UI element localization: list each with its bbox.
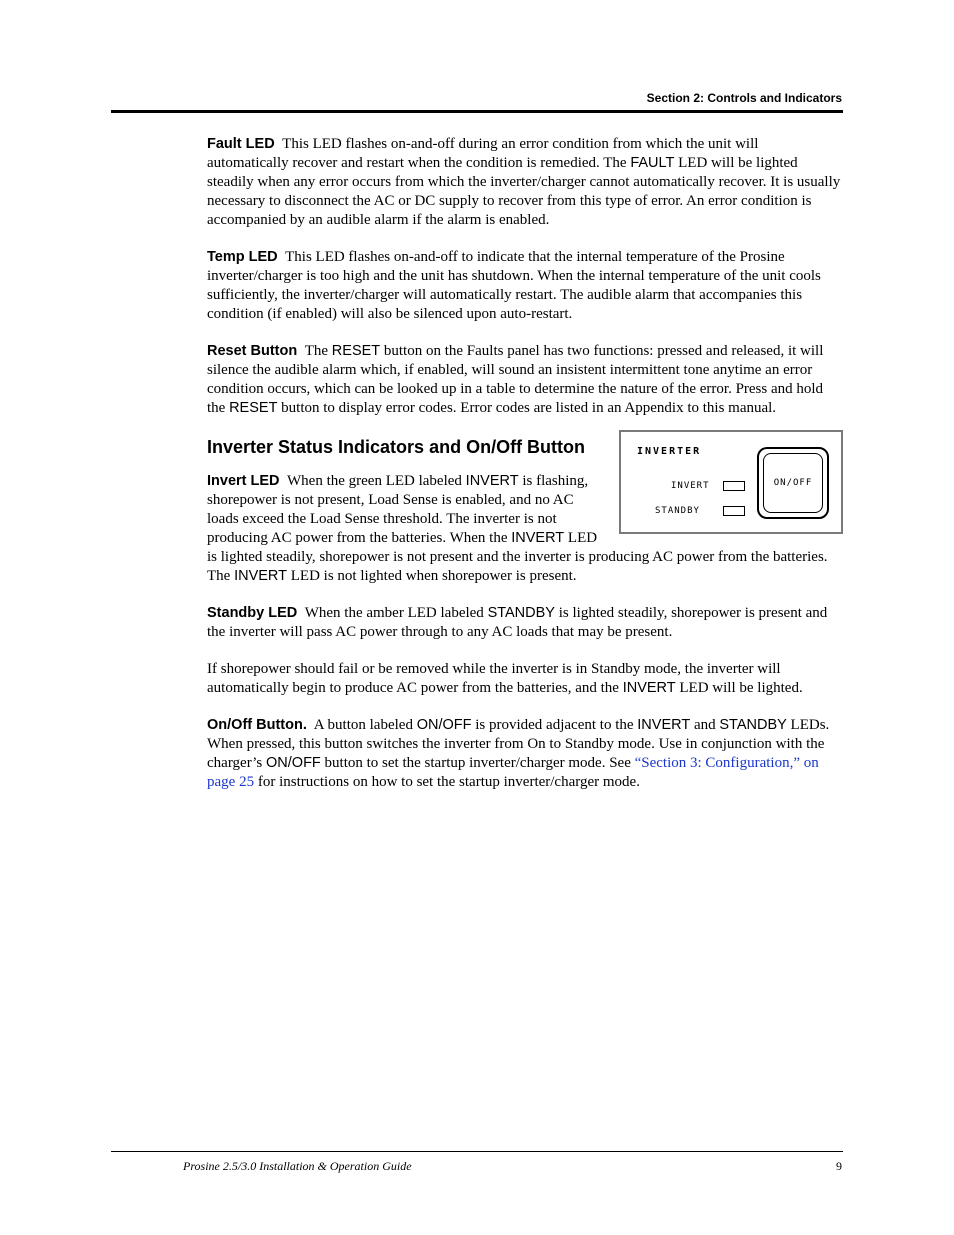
onoff-keyword-3: STANDBY xyxy=(719,717,787,733)
invert-label: INVERT xyxy=(671,481,710,491)
onoff-text-3: and xyxy=(690,717,720,733)
onoff-text-4: LEDs. When pressed, this button switches the inverter from On to Standby mode. Use in conjunction with the charger’s xyxy=(207,717,830,771)
invert-keyword-3: INVERT xyxy=(234,568,287,584)
temp-text-1: This LED flashes on-and-off to indicate that the internal temperature of the Prosine inverter/charger is too high and the unit has shutdown. When the internal temperature of the unit cools sufficiently, the inverter/charger will automatically restart. The audible alarm that accompanies this condition (if enabled) will also be silenced upon auto-restart. xyxy=(207,249,821,322)
section-3-link[interactable]: “Section 3: Configuration,” on page 25 xyxy=(207,755,819,790)
fault-text-1: This LED flashes on-and-off during an error condition from which the unit will automatically recover and restart when the condition is remedied. The xyxy=(207,136,759,171)
temp-led-heading: Temp LED xyxy=(207,249,278,265)
reset-keyword-1: RESET xyxy=(331,343,381,359)
on-off-button-label: ON/OFF xyxy=(763,453,823,513)
on-off-button-paragraph xyxy=(207,716,843,792)
invert-text-4: LED is not lighted when shorepower is present. xyxy=(287,568,577,584)
shorepower-text-2: LED will be lighted. xyxy=(675,680,803,696)
standby-text-1: When the amber LED labeled xyxy=(304,605,488,621)
shorepower-paragraph xyxy=(207,660,843,698)
header-rule xyxy=(111,110,843,113)
onoff-text-5: button to set the startup inverter/charger mode. See xyxy=(320,755,635,771)
shorepower-keyword: INVERT xyxy=(622,680,676,696)
reset-text-2: button on the Faults panel has two functions: pressed and released, it will silence the audible alarm which, if enabled, will sound an insistent intermittent tone anytime an error condition occurs, which can be looked up in a table to determine the nature of the error. Press and hold the xyxy=(207,343,824,416)
invert-text-3: LED is lighted steadily, shorepower is not present and the inverter is producing AC power from the batteries. The xyxy=(207,530,828,584)
standby-keyword: STANDBY xyxy=(487,605,555,621)
standby-led-icon xyxy=(723,506,745,516)
panel-title: INVERTER xyxy=(637,446,702,457)
onoff-text-2: is provided adjacent to the xyxy=(471,717,638,733)
fault-keyword: FAULT xyxy=(630,155,675,171)
on-off-button-heading: On/Off Button. xyxy=(207,717,307,733)
footer-guide-title: Prosine 2.5/3.0 Installation & Operation Guide xyxy=(183,1159,412,1173)
page-content xyxy=(207,135,843,810)
shorepower-text-1: If shorepower should fail or be removed while the inverter is in Standby mode, the inverter will automatically begin to produce AC power from the batteries, and the xyxy=(207,661,781,696)
fault-led-paragraph xyxy=(207,135,843,230)
invert-keyword-1: INVERT xyxy=(465,473,519,489)
onoff-text-1: A button labeled xyxy=(313,717,417,733)
invert-led-heading: Invert LED xyxy=(207,473,280,489)
reset-text-3: button to display error codes. Error codes are listed in an Appendix to this manual. xyxy=(277,400,777,416)
inverter-panel-figure xyxy=(619,430,843,534)
reset-button-heading: Reset Button xyxy=(207,343,298,359)
standby-led-heading: Standby LED xyxy=(207,605,298,621)
standby-led-paragraph xyxy=(207,604,843,642)
fault-led-heading: Fault LED xyxy=(207,136,275,152)
section-heading: Inverter Status Indicators and On/Off Button xyxy=(207,437,586,457)
invert-text-2: is flashing, shorepower is not present, Load Sense is enabled, and no AC loads exceed the Load Sense threshold. The inverter is not producing AC power from the batteries. When the xyxy=(207,473,589,546)
footer-rule xyxy=(111,1151,843,1152)
invert-keyword-2: INVERT xyxy=(511,530,565,546)
on-off-button-icon xyxy=(757,447,829,519)
invert-text-1: When the green LED labeled xyxy=(287,473,466,489)
onoff-text-6: for instructions on how to set the startup inverter/charger mode. xyxy=(254,774,640,790)
onoff-keyword-2: INVERT xyxy=(637,717,691,733)
standby-label: STANDBY xyxy=(655,506,700,516)
invert-led-icon xyxy=(723,481,745,491)
onoff-keyword-1: ON/OFF xyxy=(416,717,472,733)
reset-text-1: The xyxy=(304,343,332,359)
onoff-keyword-4: ON/OFF xyxy=(266,755,321,771)
temp-led-paragraph xyxy=(207,248,843,324)
standby-text-2: is lighted steadily, shorepower is present and the inverter will pass AC power through to any AC loads that may be present. xyxy=(207,605,828,640)
fault-text-2: LED will be lighted steadily when any error occurs from which the inverter/charger cannot automatically recover. It is usually necessary to disconnect the AC or DC supply to recover from this type of error. An error condition is accompanied by an audible alarm if the alarm is enabled. xyxy=(207,155,841,228)
running-header: Section 2: Controls and Indicators xyxy=(646,91,842,105)
inverter-panel xyxy=(621,432,841,532)
page-number: 9 xyxy=(836,1159,842,1173)
reset-keyword-2: RESET xyxy=(229,400,278,416)
reset-button-paragraph xyxy=(207,342,843,418)
